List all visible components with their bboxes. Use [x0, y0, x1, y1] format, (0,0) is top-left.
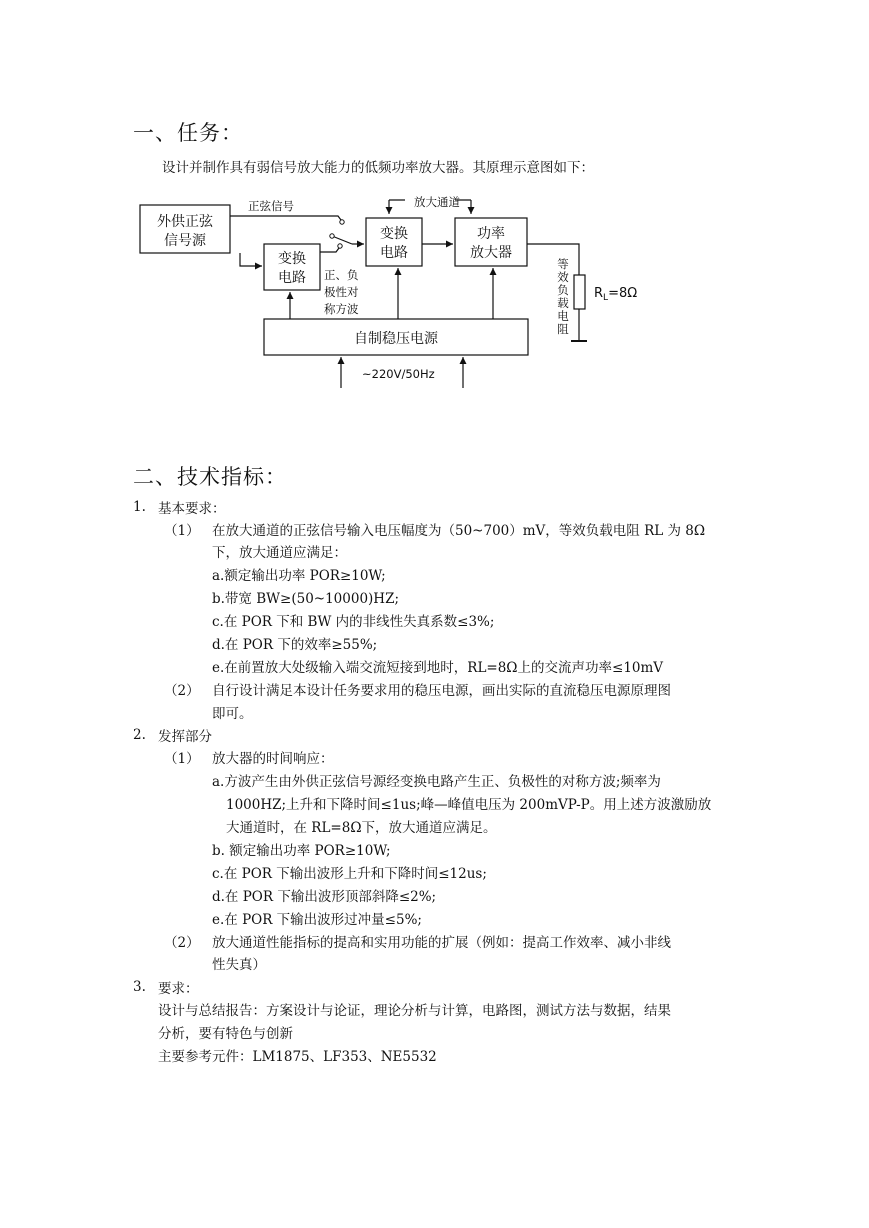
requirements-parts: 主要参考元件：LM1875、LF353、NE5532: [158, 1049, 437, 1065]
extended-item2-line1: 放大通道性能指标的提高和实用功能的扩展（例如：提高工作效率、减小非线: [212, 935, 671, 951]
requirements-title: 要求：: [158, 981, 199, 997]
conv1-label-1: 变换: [278, 251, 306, 267]
requirements-line2: 分析，要有特色与创新: [158, 1026, 293, 1042]
rl-label: $R_L=8\Omega$: [594, 286, 638, 303]
extended-item2-num: （2）: [164, 935, 200, 951]
requirements-num: 3.: [133, 979, 146, 995]
extended-a-line3: 大通道时，在 RL=8Ω下，放大通道应满足。: [226, 820, 497, 836]
basic-a: a.额定输出功率 POR≥10W;: [212, 568, 386, 584]
basic-item1-line2: 下，放大通道应满足：: [212, 545, 347, 561]
extended-title: 发挥部分: [158, 729, 212, 745]
basic-item2-num: （2）: [164, 683, 200, 699]
basic-c: c.在 POR 下和 BW 内的非线性失真系数≤3%;: [212, 614, 495, 630]
amp-label-2: 放大器: [470, 245, 512, 261]
extended-c: c.在 POR 下输出波形上升和下降时间≤12us;: [212, 866, 487, 882]
extended-d: d.在 POR 下输出波形顶部斜降≤2%;: [212, 889, 437, 905]
basic-item1-line1: 在放大通道的正弦信号输入电压幅度为（50~700）mV，等效负载电阻 RL 为 8Ω: [212, 523, 706, 539]
psu-label: 自制稳压电源: [354, 331, 438, 347]
basic-item1-num: （1）: [164, 523, 200, 539]
basic-d: d.在 POR 下的效率≥55%;: [212, 637, 378, 653]
load-char-0: 等: [557, 257, 569, 271]
basic-item2-line2: 即可。: [212, 706, 253, 722]
conv2-label-2: 电路: [380, 245, 408, 261]
mains-label: ~220V/50Hz: [362, 367, 435, 381]
load-char-4: 电: [557, 309, 569, 323]
basic-item2-line1: 自行设计满足本设计任务要求用的稳压电源，画出实际的直流稳压电源原理图: [212, 683, 671, 699]
extended-num: 2.: [133, 727, 146, 743]
basic-title: 基本要求：: [158, 501, 226, 517]
conv1-label-2: 电路: [278, 270, 306, 286]
square-label-1: 正、负: [324, 268, 359, 282]
extended-a-line2: 1000HZ;上升和下降时间≤1us;峰—峰值电压为 200mVP-P。用上述方波激励放: [226, 797, 712, 813]
channel-label: 放大通道: [414, 195, 460, 209]
extended-item1-num: （1）: [164, 751, 200, 767]
extended-a-line1: a.方波产生由外供正弦信号源经变换电路产生正、负极性的对称方波;频率为: [212, 774, 661, 790]
basic-b: b.带宽 BW≥(50~10000)HZ;: [212, 591, 400, 607]
extended-e: e.在 POR 下输出波形过冲量≤5%;: [212, 912, 422, 928]
square-label-2: 极性对: [324, 285, 359, 299]
amp-label-1: 功率: [477, 226, 505, 242]
requirements-line1: 设计与总结报告：方案设计与论证，理论分析与计算，电路图，测试方法与数据，结果: [158, 1003, 671, 1019]
basic-num: 1.: [133, 499, 146, 515]
basic-e: e.在前置放大处级输入端交流短接到地时，RL=8Ω上的交流声功率≤10mV: [212, 660, 664, 676]
load-char-1: 效: [557, 270, 569, 284]
square-label-3: 称方波: [324, 302, 359, 316]
load-resistor: [574, 275, 585, 309]
section-heading-task: 一、任务：: [133, 121, 243, 145]
source-label-2: 信号源: [164, 233, 206, 249]
extended-item1-title: 放大器的时间响应：: [212, 751, 334, 767]
source-label-1: 外供正弦: [157, 214, 213, 230]
section-heading-specs: 二、技术指标：: [133, 465, 287, 489]
load-char-3: 载: [557, 296, 569, 310]
extended-b: b. 额定输出功率 POR≥10W;: [212, 843, 391, 859]
block-diagram: [130, 186, 650, 400]
load-char-5: 阻: [557, 322, 569, 336]
extended-item2-line2: 性失真）: [212, 957, 266, 973]
load-char-2: 负: [557, 283, 569, 297]
task-intro: 设计并制作具有弱信号放大能力的低频功率放大器。其原理示意图如下：: [162, 160, 594, 176]
conv2-label-1: 变换: [380, 226, 408, 242]
sine-signal-label: 正弦信号: [248, 199, 294, 213]
